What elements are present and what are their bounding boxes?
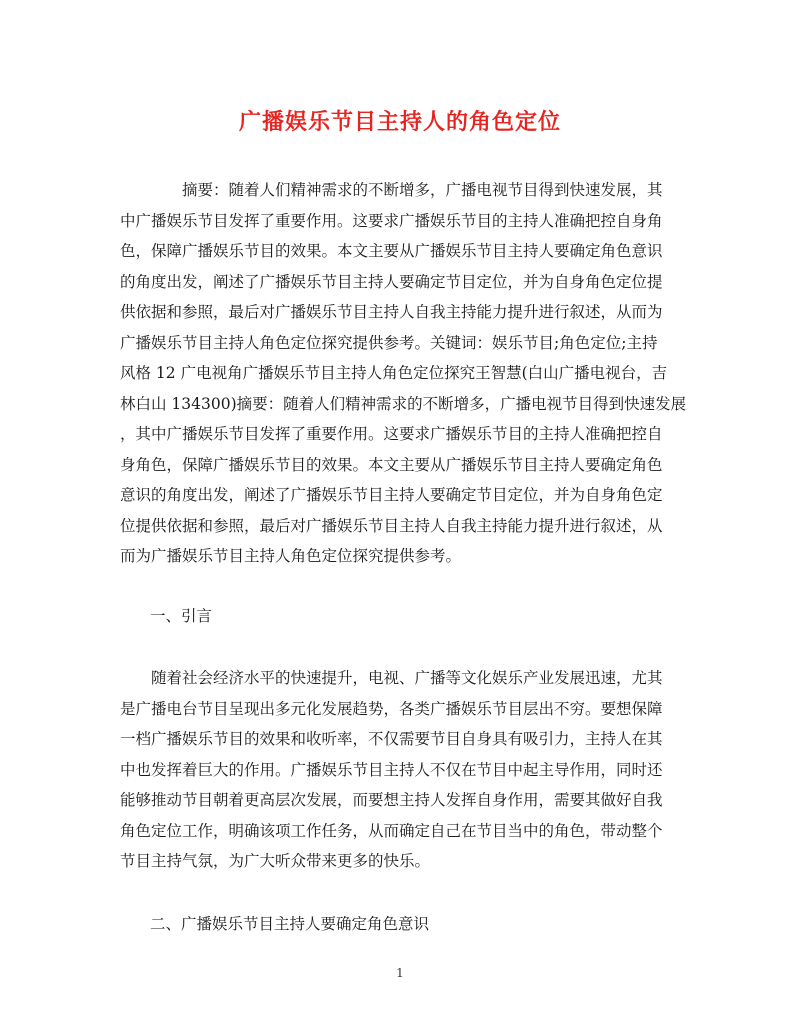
abstract-line: 林白山 134300)摘要：随着人们精神需求的不断增多，广播电视节目得到快速发展 [120, 394, 687, 413]
intro-line: 中也发挥着巨大的作用。广播娱乐节目主持人不仅在节目中起主导作用，同时还 [120, 760, 663, 779]
abstract-line: 摘要：随着人们精神需求的不断增多，广播电视节目得到快速发展，其 [182, 181, 663, 199]
intro-line: 能够推动节目朝着更高层次发展，而要想主持人发挥自身作用，需要其做好自我 [120, 791, 663, 809]
intro-line: 随着社会经济水平的快速提升，电视、广播等文化娱乐产业发展迅速，尤其 [151, 669, 663, 687]
section-heading-introduction: 一、引言 [150, 607, 213, 625]
abstract-line: 而为广播娱乐节目主持人角色定位探究提供参考。 [120, 547, 462, 565]
intro-line: 角色定位工作，明确该项工作任务，从而确定自己在节目当中的角色，带动整个 [120, 821, 663, 840]
abstract-line: 位提供依据和参照，最后对广播娱乐节目主持人自我主持能力提升进行叙述，从 [120, 516, 663, 535]
intro-line: 节目主持气氛，为广大听众带来更多的快乐。 [120, 852, 431, 870]
page-number: 1 [396, 966, 404, 980]
abstract-line: 中广播娱乐节目发挥了重要作用。这要求广播娱乐节目的主持人准确把控自身角 [120, 211, 663, 230]
intro-line: 一档广播娱乐节目的效果和收听率，不仅需要节目自身具有吸引力，主持人在其 [120, 730, 663, 748]
abstract-line: 色，保障广播娱乐节目的效果。本文主要从广播娱乐节目主持人要确定角色意识 [120, 242, 663, 260]
abstract-line: 身角色，保障广播娱乐节目的效果。本文主要从广播娱乐节目主持人要确定角色 [120, 455, 663, 474]
abstract-line: ，其中广播娱乐节目发挥了重要作用。这要求广播娱乐节目的主持人准确把控自 [120, 425, 663, 443]
abstract-line: 的角度出发，阐述了广播娱乐节目主持人要确定节目定位，并为自身角色定位提 [120, 272, 663, 291]
section-heading-role-awareness: 二、广播娱乐节目主持人要确定角色意识 [150, 915, 430, 933]
abstract-line: 广播娱乐节目主持人角色定位探究提供参考。关键词：娱乐节目;角色定位;主持 [120, 333, 658, 352]
document-title: 广播娱乐节目主持人的角色定位 [238, 109, 561, 135]
abstract-line: 意识的角度出发，阐述了广播娱乐节目主持人要确定节目定位，并为自身角色定 [120, 486, 663, 504]
introduction-paragraph [120, 663, 680, 877]
abstract-line: 风格 12 广电视角广播娱乐节目主持人角色定位探究王智慧(白山广播电视台，吉 [120, 364, 668, 382]
abstract-line: 供依据和参照，最后对广播娱乐节目主持人自我主持能力提升进行叙述，从而为 [120, 303, 663, 321]
abstract-paragraph [120, 175, 687, 572]
intro-line: 是广播电台节目呈现出多元化发展趋势，各类广播娱乐节目层出不穷。要想保障 [120, 699, 663, 718]
